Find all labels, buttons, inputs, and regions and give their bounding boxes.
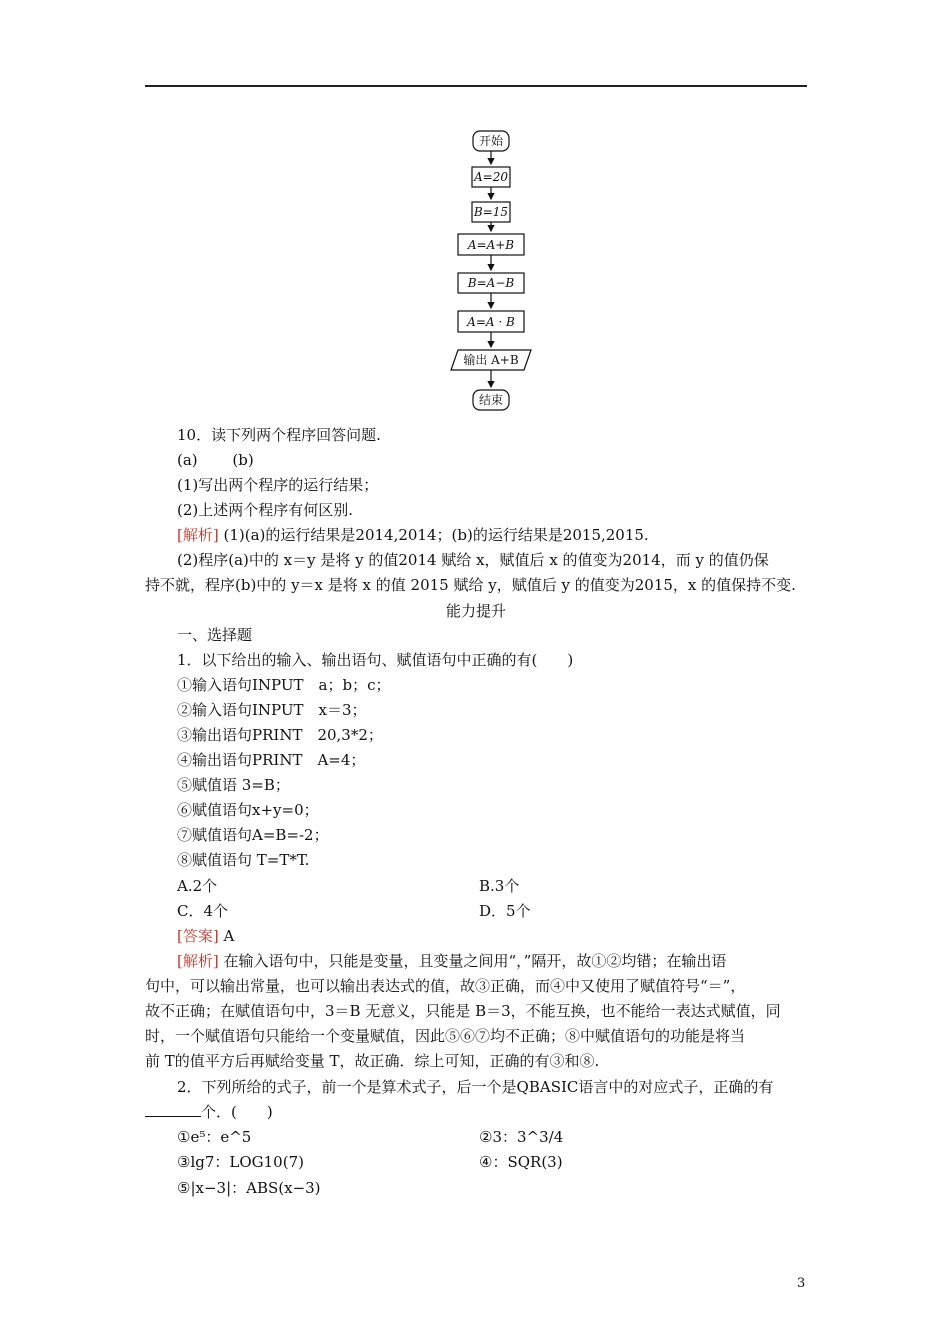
q10-answer-1-text: (1)(a)的运行结果是2014,2014；(b)的运行结果是2015,2015. — [223, 526, 649, 544]
page-number: 3 — [797, 1276, 806, 1291]
flowchart — [0, 0, 950, 420]
q1-item-5: ⑤赋值语 3=B； — [177, 776, 290, 794]
q2-item-4: ④：SQR(3) — [479, 1153, 563, 1171]
flow-step-2-text: B=15 — [473, 205, 509, 219]
answer-blank — [145, 1102, 201, 1117]
flow-step-1-text: A=20 — [474, 170, 508, 184]
q1-item-4: ④输出语句PRINT A=4； — [177, 751, 366, 769]
q1-item-6: ⑥赋值语句x+y=0； — [177, 801, 319, 819]
q2-item-1: ①e⁵：e^5 — [177, 1128, 252, 1146]
flow-start-text: 开始 — [478, 134, 504, 148]
q10-title: 10．读下列两个程序回答问题. — [177, 426, 381, 444]
flow-step-4-text: B=A−B — [467, 276, 515, 290]
flow-step-3-text: A=A+B — [467, 238, 515, 252]
q1-explanation-5: 前 T的值平方后再赋给变量 T，故正确．综上可知，正确的有③和⑧. — [145, 1052, 600, 1070]
analysis-tag: [解析] — [177, 952, 219, 970]
flow-output-text: 输出 A+B — [463, 353, 519, 367]
q10-part1: (1)写出两个程序的运行结果； — [177, 476, 379, 494]
q10-part2: (2)上述两个程序有何区别. — [177, 501, 354, 519]
q1-explanation-3: 故不正确；在赋值语句中，3＝B 无意义，只能是 B＝3，不能互换，也不能给一表达式赋值，同 — [145, 1002, 781, 1020]
answer-tag: [答案] — [177, 927, 219, 945]
q1-item-2: ②输入语句INPUT x＝3； — [177, 701, 367, 719]
q2-stem: 2．下列所给的式子，前一个是算术式子，后一个是QBASIC语言中的对应式子，正确的有 — [177, 1078, 774, 1096]
q2-item-5: ⑤|x−3|：ABS(x−3) — [177, 1179, 321, 1197]
q1-item-8: ⑧赋值语句 T=T*T. — [177, 851, 310, 869]
q1-option-b: B.3个 — [479, 877, 520, 895]
q1-item-7: ⑦赋值语句A=B=-2； — [177, 826, 329, 844]
q2-stem-tail — [145, 1102, 273, 1122]
q1-stem: 1．以下给出的输入、输出语句、赋值语句中正确的有( ) — [177, 651, 574, 669]
q1-option-a: A.2个 — [177, 877, 218, 895]
q1-explanation-4: 时，一个赋值语句只能给一个变量赋值，因此⑤⑥⑦均不正确；⑧中赋值语句的功能是将当 — [145, 1027, 746, 1045]
q10-answer-2a: (2)程序(a)中的 x＝y 是将 y 的值2014 赋给 x，赋值后 x 的值变为2014，而 y 的值仍保 — [177, 551, 769, 569]
section-subtitle: 一、选择题 — [177, 626, 253, 644]
q2-item-3: ③lg7：LOG10(7) — [177, 1153, 304, 1171]
q1-explanation-2: 句中，可以输出常量，也可以输出表达式的值，故③正确，而④中又使用了赋值符号“＝”， — [145, 977, 746, 995]
q1-option-c: C．4个 — [177, 902, 229, 920]
flow-step-5-text: A=A · B — [467, 315, 515, 329]
q1-answer-value: A — [223, 927, 235, 945]
q1-explanation-1 — [177, 951, 726, 971]
q10-labels: (a) (b) — [177, 451, 254, 469]
q2-item-2: ②3：3^3/4 — [479, 1128, 564, 1146]
section-title: 能力提升 — [445, 602, 506, 620]
q1-explanation-1-text: 在输入语句中，只能是变量，且变量之间用“，”隔开，故①②均错；在输出语 — [223, 952, 727, 970]
q1-option-d: D．5个 — [479, 902, 531, 920]
q1-answer — [177, 926, 234, 946]
q2-stem-tail-text: 个．( ) — [201, 1103, 273, 1121]
q10-answer-2b: 持不就，程序(b)中的 y＝x 是将 x 的值 2015 赋给 y，赋值后 y 的值变为2015，x 的值保持不变. — [145, 576, 796, 594]
q1-item-1: ①输入语句INPUT a；b；c； — [177, 676, 391, 694]
q10-answer-1 — [177, 525, 649, 545]
flow-end-text: 结束 — [478, 393, 504, 407]
q1-item-3: ③输出语句PRINT 20,3*2； — [177, 726, 383, 744]
analysis-tag: [解析] — [177, 526, 219, 544]
